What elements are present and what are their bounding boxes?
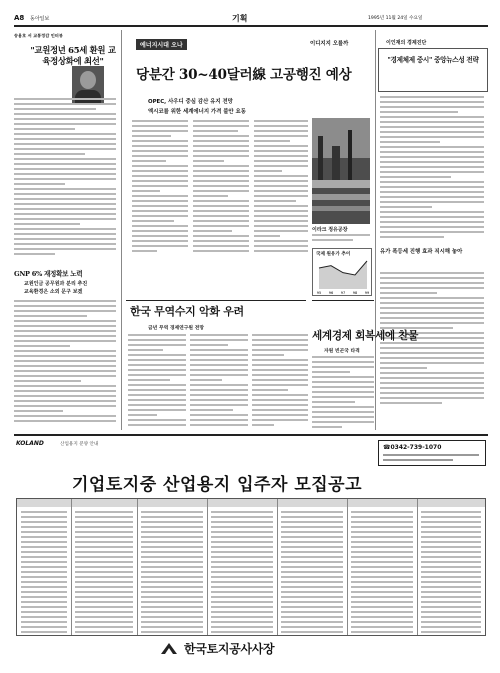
main-headline: 당분간 30~40달러線 고공행진 예상 xyxy=(136,67,352,83)
recovery-rule xyxy=(312,300,374,301)
trade-body-col1 xyxy=(128,334,186,429)
chart-plot xyxy=(313,249,371,295)
left-story2-sub2: 교육환경은 소외 문구 보겠 xyxy=(24,289,83,295)
ad-contact-box xyxy=(378,440,486,466)
ad-phone: ☎0342-739-1070 xyxy=(383,444,442,451)
trade-rule xyxy=(126,300,306,301)
chart-area xyxy=(319,261,367,289)
chart-x-tick: 98 xyxy=(352,291,358,295)
series-label: 에너지시대 오나 xyxy=(136,39,187,50)
right-sub: 유가 폭등세 진행 효과 직시해 놓아 xyxy=(380,249,463,255)
column-divider xyxy=(121,30,122,430)
refinery-photo xyxy=(312,118,370,224)
header-rule xyxy=(14,25,488,27)
left-story2-sub1: 교원인금 공무원과 분리 추진 xyxy=(24,281,88,287)
chart-x-tick: 96 xyxy=(328,291,334,295)
trade-headline: 한국 무역수지 악화 우려 xyxy=(130,305,244,318)
trade-sub: 금년 무역 경제연구원 전망 xyxy=(148,326,204,331)
recovery-sub: 자원 빈곤국 타격 xyxy=(324,349,360,354)
left-story2-headline: GNP 6% 재정확보 노력 xyxy=(14,270,83,278)
right-body xyxy=(380,96,484,241)
ad-table xyxy=(16,498,486,636)
ad-separator xyxy=(14,434,488,436)
ad-headline: 기업토지중 산업용지 입주자 모집공고 xyxy=(72,475,363,495)
main-body-col2 xyxy=(193,120,249,255)
left-headline: "교원정년 65세 환원 교육정상화에 최선" xyxy=(30,45,116,66)
recovery-headline: 세계경제 회복세에 찬물 xyxy=(312,330,419,342)
recovery-body xyxy=(312,356,374,431)
right-headline: "경제체제 중시" 중앙뉴스성 전략 xyxy=(387,56,479,64)
chart-x-tick: 97 xyxy=(340,291,346,295)
chart-title: 국제 원유가 추이 xyxy=(316,252,351,257)
main-body-col1 xyxy=(132,120,188,255)
date-line: 1995년 11월 24일 수요일 xyxy=(368,16,423,21)
left-story2-body xyxy=(14,300,116,425)
main-sub1: OPEC, 사우디 중심 감산 유지 전망 xyxy=(148,99,233,105)
koland-logo-icon xyxy=(160,640,178,654)
main-kicker: 이디지지 오를까 xyxy=(310,41,349,47)
paper-name: 동아일보 xyxy=(30,16,50,22)
ad-brand: KOLAND xyxy=(16,440,44,447)
page-number: A8 xyxy=(14,14,25,22)
chart-x-tick: 99 xyxy=(364,291,370,295)
section-title: 기획 xyxy=(232,14,248,23)
trade-body-col3 xyxy=(252,334,308,429)
oil-price-chart xyxy=(312,248,372,296)
left-body-text xyxy=(14,98,116,258)
main-sub2: 엑시코를 위한 세계에너지 가격 불안 요동 xyxy=(148,109,246,115)
right-divider xyxy=(375,30,376,430)
right-headline-box xyxy=(378,48,488,92)
main-body-col3 xyxy=(254,120,308,255)
ad-footer: 한국토지공사사장 xyxy=(184,642,275,656)
ad-top-note: 산업용지 분양 안내 xyxy=(60,442,99,447)
chart-x-tick: 95 xyxy=(316,291,322,295)
photo-caption-text xyxy=(312,234,370,244)
trade-body-col2 xyxy=(190,334,248,429)
photo-caption: 이라크 정유공장 xyxy=(312,227,348,233)
right-kicker: 이인재의 경제진단 xyxy=(386,40,427,46)
left-kicker: 송용호 서 교통정감 인터뷰 xyxy=(14,33,63,38)
